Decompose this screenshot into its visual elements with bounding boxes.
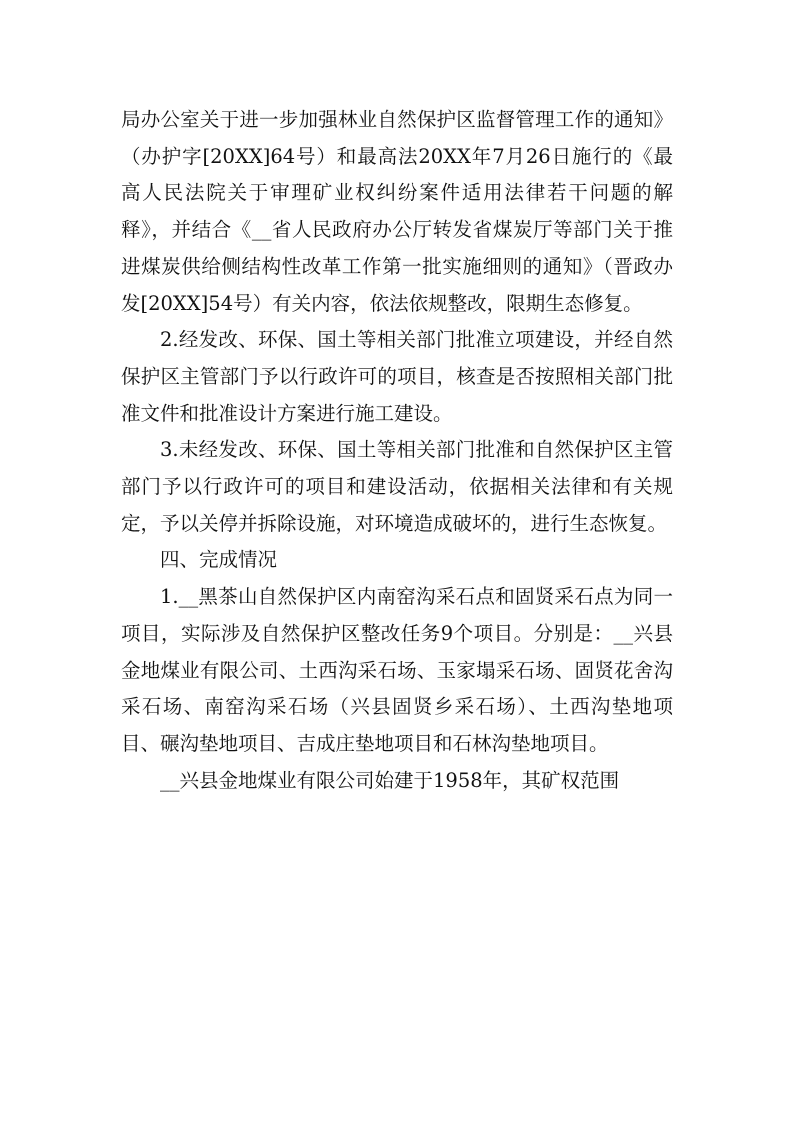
list-item-1: 1.__黑茶山自然保护区内南窑沟采石点和固贤采石点为同一项目，实际涉及自然保护区整改任务9个项目。分别是：__兴县金地煤业有限公司、土西沟采石场、玉家塌采石场、固贤花舍沟采石场、南窑沟采石场（兴县固贤乡采石场）、土西沟垫地项目、碾沟垫地项目、吉成庄垫地项目和石林沟垫地项目。 [121,585,673,755]
section-heading-completion-status: 四、完成情况 [160,548,278,572]
document-body [121,102,673,799]
paragraph-jindi-coal: __兴县金地煤业有限公司始建于1958年，其矿权范围 [160,768,620,792]
list-item-2: 2.经发改、环保、国土等相关部门批准立项建设，并经自然保护区主管部门予以行政许可的项目，核查是否按照相关部门批准文件和批准设计方案进行施工建设。 [121,328,673,425]
list-item-3: 3.未经发改、环保、国土等相关部门批准和自然保护区主管部门予以行政许可的项目和建设活动，依据相关法律和有关规定，予以关停并拆除设施，对环境造成破坏的，进行生态恢复。 [121,438,673,535]
paragraph-continuation: 局办公室关于进一步加强林业自然保护区监督管理工作的通知》（办护字[20XX]64号）和最高法20XX年7月26日施行的《最高人民法院关于审理矿业权纠纷案件适用法律若干问题的解释》，并结合《__省人民政府办公厅转发省煤炭厅等部门关于推进煤炭供给侧结构性改革工作第一批实施细则的通知》（晋政办发[20XX]54号）有关内容，依法依规整改，限期生态修复。 [121,108,673,315]
